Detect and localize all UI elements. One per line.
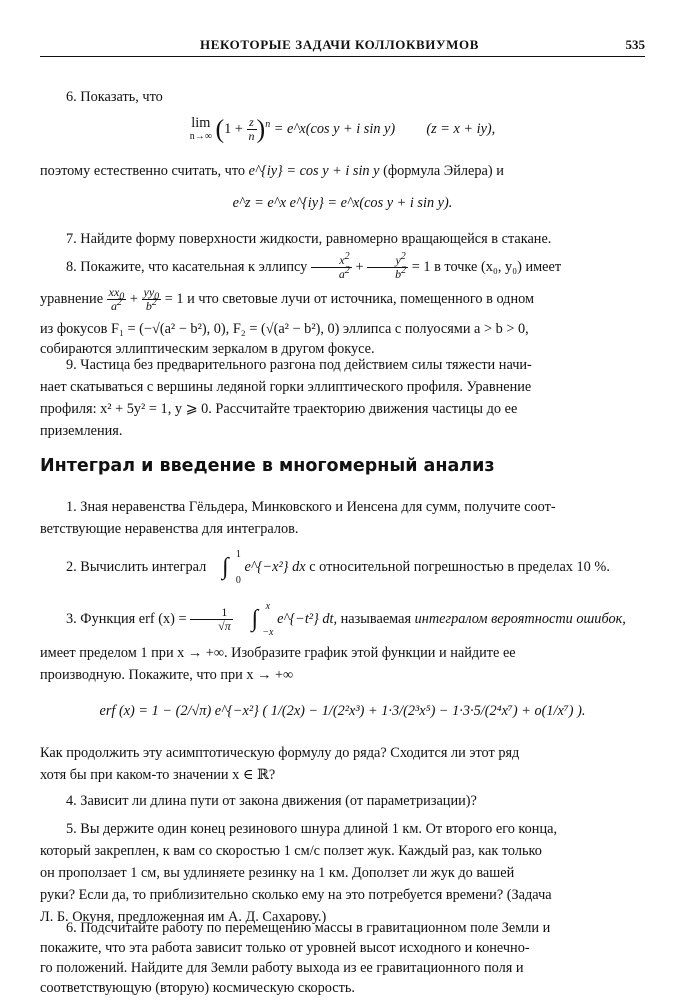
limit-operator: lim n→∞: [189, 114, 212, 142]
q4-text: 4. Зависит ли длина пути от закона движения (от параметризации)?: [66, 793, 477, 809]
running-header: [40, 34, 645, 57]
p7-text: 7. Найдите форму поверхности жидкости, равномерно вращающейся в стакане.: [66, 231, 552, 247]
p8-line-2: уравнение $\frac{xx_0}{a^2}$ + $\frac{yy_0}{b^2}$ = 1 и что световые лучи от источника, помещенного в одном: [40, 285, 535, 313]
p9-line-4: приземления.: [40, 423, 123, 439]
section-title: Интеграл и введение в многомерный анализ: [40, 456, 495, 476]
q5-line-4: руки? Если да, то приблизительно сколько ему на это потребуется времени? (Задача: [40, 887, 552, 903]
p8-line-4: собираются эллиптическим зеркалом в другом фокусе.: [40, 341, 375, 357]
p6-equation-2: e^z = e^x e^{iy} = e^x(cos y + i sin y).: [232, 195, 453, 211]
p6-intro: 6. Показать, что: [66, 89, 163, 105]
q6-line-4: соответствующую (вторую) космическую скорость.: [40, 980, 355, 996]
q6-line-1: 6. Подсчитайте работу по перемещению массы в гравитационном поле Земли и: [66, 920, 551, 936]
p6-eq1-note: (z = x + iy),: [426, 120, 496, 137]
integral-sign: x ∫ −x: [251, 601, 274, 639]
q3-line-4: Как продолжить эту асимптотическую формулу до ряда? Сходится ли этот ряд: [40, 745, 520, 761]
q5-line-5: Л. Б. Окуня, предложенная им А. Д. Сахарову.): [40, 909, 327, 925]
p6-equation-1: lim n→∞ (1 + $\frac{z}{n}$ )$^n$ = e^x(cos y + i sin y) (z = x + iy),: [189, 114, 496, 144]
p9-line-1: 9. Частица без предварительного разгона под действием силы тяжести начи-: [66, 357, 532, 373]
integral-sign: 1 ∫ 0: [222, 549, 241, 587]
q5-line-2: который закреплен, к вам со скоростью 1 см/с ползет жук. Каждый раз, как только: [40, 843, 542, 859]
euler-formula: e^{iy} = cos y + i sin y: [248, 163, 380, 179]
p6-text: поэтому естественно считать, что e^{iy} = cos y + i sin y (формула Эйлера) и: [40, 163, 504, 179]
q3-line-3: производную. Покажите, что при x → +∞: [40, 667, 294, 683]
q2-line: 2. Вычислить интеграл 1 ∫ 0 e^{−x²} dx с относительной погрешностью в пределах 10 %.: [66, 549, 610, 587]
q6-line-3: го положений. Найдите для Земли работу выхода из ее гравитационного поля и: [40, 960, 524, 976]
q1-line-1: 1. Зная неравенства Гёльдера, Минковского и Иенсена для сумм, получите соот-: [66, 499, 556, 515]
p9-line-3: профиля: x² + 5y² = 1, y ⩾ 0. Рассчитайте траекторию движения частицы до ее: [40, 401, 518, 417]
q5-line-1: 5. Вы держите один конец резинового шнура длиной 1 км. От второго его конца,: [66, 821, 558, 837]
q3-asymptotic-formula: erf (x) = 1 − (2/√π) e^{−x²} ( 1/(2x) − 1/(2²x³) + 1·3/(2³x⁵) − 1·3·5/(2⁴x⁷) + o(1/x⁷) ).: [99, 703, 586, 719]
p9-line-2: нает скатываться с вершины ледяной горки эллиптического профиля. Уравнение: [40, 379, 532, 395]
q3-line-2: имеет пределом 1 при x → +∞. Изобразите график этой функции и найдите ее: [40, 645, 516, 661]
p8-line-1: 8. Покажите, что касательная к эллипсу $\frac{x^2}{a^2}$ + $\frac{y^2}{b^2}$ = 1 в точке (x₀, y₀) имеет: [66, 251, 562, 281]
p8-line-3: из фокусов F₁ = (−√(a² − b²), 0), F₂ = (√(a² − b²), 0) эллипса с полуосями a > b > 0,: [40, 321, 529, 337]
q6-line-2: покажите, что эта работа зависит только от уровней высот исходного и конечно-: [40, 940, 530, 956]
q3-line-1: 3. Функция erf (x) = $\frac{1}{√\pi}$ x ∫ −x e^{−t²} dt, называемая интегралом вероятности ошибок,: [66, 601, 626, 639]
q1-line-2: ветствующие неравенства для интегралов.: [40, 521, 299, 537]
q3-line-5: хотя бы при каком-то значении x ∈ ℝ?: [40, 767, 276, 783]
q5-line-3: он проползает 1 см, вы удлиняете резинку на 1 км. Доползет ли жук до вашей: [40, 865, 515, 881]
p6-eq1-rhs: = e^x(cos y + i sin y): [273, 120, 396, 137]
page-number: 535: [625, 37, 645, 52]
header-title: НЕКОТОРЫЕ ЗАДАЧИ КОЛЛОКВИУМОВ: [200, 37, 479, 52]
